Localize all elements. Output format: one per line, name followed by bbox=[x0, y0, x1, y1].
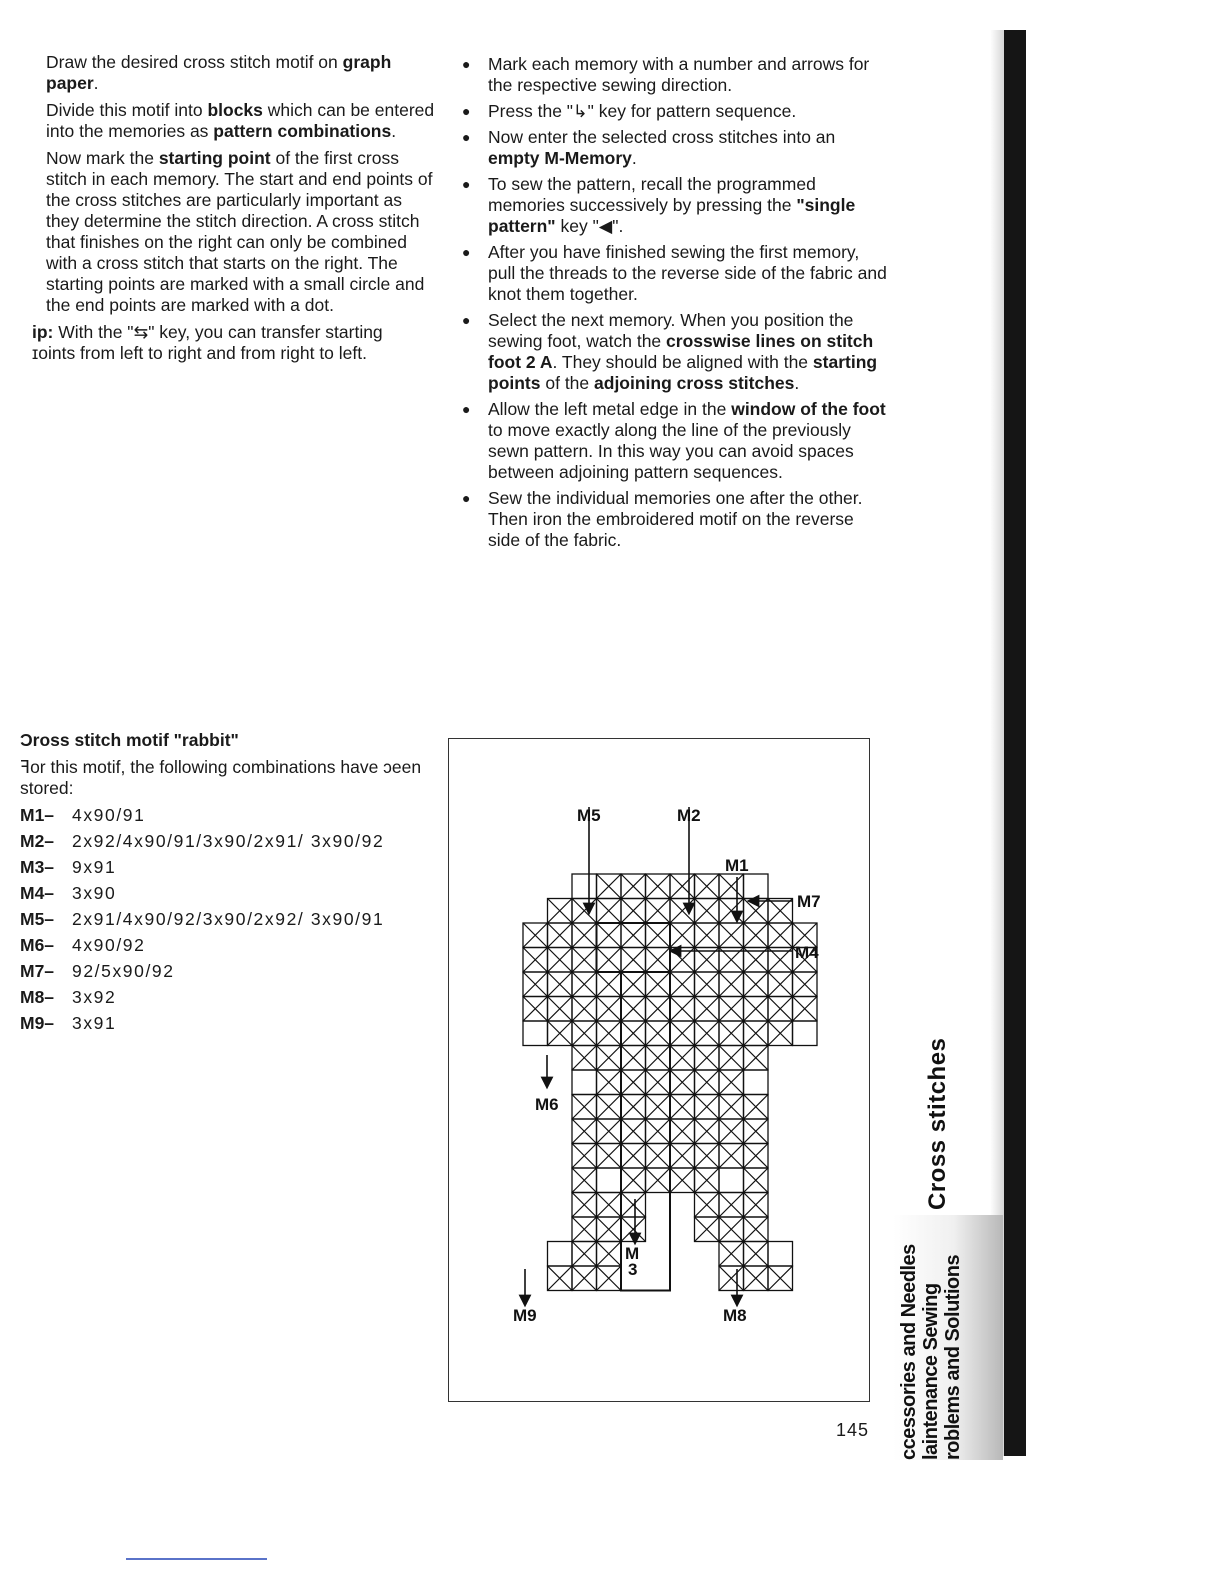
label-m5: M5 bbox=[577, 806, 601, 825]
empty-cell bbox=[744, 1070, 769, 1095]
empty-cell bbox=[744, 874, 769, 899]
combination-label: M6– bbox=[20, 935, 55, 955]
combination-label: M9– bbox=[20, 1013, 55, 1033]
combination-label: M2– bbox=[20, 831, 55, 851]
combination-row bbox=[20, 935, 440, 956]
tip-label: ip: bbox=[32, 322, 54, 342]
list-item: ● After you have finished sewing the first memory, pull the threads to the reverse side of the fabric and knot them together. bbox=[462, 242, 890, 305]
tip-paragraph: ip: With the "⇆" key, you can transfer starting ɪoints from left to right and from right to left. bbox=[32, 322, 383, 363]
label-m9: M9 bbox=[513, 1306, 537, 1325]
list-item: ● Press the "↳" key for pattern sequence. bbox=[462, 101, 890, 122]
combination-row bbox=[20, 805, 440, 826]
combination-row bbox=[20, 909, 440, 930]
combination-row bbox=[20, 961, 440, 982]
instruction-paragraph: Now mark the starting point of the first cross stitch in each memory. The start and end points of the cross stitches are particularly important as they determine the stitch direction. A cross stitch that finishes on the right can only be combined with a cross stitch that starts on the right. The starting points are marked with a small circle and the end points are marked with a dot. bbox=[46, 148, 433, 315]
combination-label: M4– bbox=[20, 883, 55, 903]
label-m7: M7 bbox=[797, 892, 821, 911]
combination-label: M8– bbox=[20, 987, 55, 1007]
instruction-paragraph: Divide this motif into blocks which can be entered into the memories as pattern combinations. bbox=[46, 100, 435, 141]
combination-value: 4x90/91 bbox=[72, 805, 146, 825]
label-m1: M1 bbox=[725, 856, 749, 875]
combination-value: 2x91/4x90/92/3x90/2x92/ 3x90/91 bbox=[72, 909, 385, 929]
combination-value: 4x90/92 bbox=[72, 935, 146, 955]
combination-label: M5– bbox=[20, 909, 55, 929]
combination-row bbox=[20, 831, 440, 852]
sequence-key-icon: ↳ bbox=[573, 101, 588, 121]
empty-cell bbox=[523, 1021, 548, 1046]
empty-cell bbox=[572, 1070, 597, 1095]
combination-label: M1– bbox=[20, 805, 55, 825]
rabbit-diagram-svg bbox=[449, 739, 869, 1401]
single-pattern-key-icon: ◀ bbox=[598, 216, 613, 236]
list-item: ● Mark each memory with a number and arrows for the respective sewing direction. bbox=[462, 54, 890, 96]
empty-cell bbox=[597, 1168, 622, 1193]
rabbit-title: Ɔross stitch motif "rabbit" bbox=[20, 730, 239, 750]
combination-value: 3x90 bbox=[72, 883, 117, 903]
label-m2: M2 bbox=[677, 806, 701, 825]
label-m6: M6 bbox=[535, 1095, 559, 1114]
combination-value: 3x91 bbox=[72, 1013, 117, 1033]
empty-cell bbox=[793, 1021, 818, 1046]
combination-row bbox=[20, 1013, 440, 1034]
label-m3: M bbox=[625, 1244, 640, 1263]
label-m3-number: 3 bbox=[628, 1260, 638, 1279]
mirror-key-icon: ⇆ bbox=[133, 322, 149, 342]
combination-value: 3x92 bbox=[72, 987, 117, 1007]
left-column bbox=[32, 52, 438, 370]
footer-link-line bbox=[126, 1558, 267, 1560]
instruction-paragraph: Draw the desired cross stitch motif on graph paper. bbox=[46, 52, 392, 93]
instruction-list bbox=[462, 54, 890, 551]
combination-row bbox=[20, 857, 440, 878]
page-number: 145 bbox=[836, 1420, 870, 1440]
empty-cell bbox=[768, 1242, 793, 1267]
section-title: Cross stitches bbox=[924, 1037, 951, 1210]
list-item: ● Sew the individual memories one after the other. Then iron the embroidered motif on the reverse side of the fabric. bbox=[462, 488, 890, 551]
empty-cell bbox=[719, 1168, 744, 1193]
combination-value: 9x91 bbox=[72, 857, 117, 877]
tab-accessories[interactable]: ccessories and Needles bbox=[898, 1244, 920, 1460]
right-column bbox=[462, 54, 890, 556]
list-item: ● Select the next memory. When you position the sewing foot, watch the crosswise lines on stitch foot 2 A. They should be aligned with the starting points of the adjoining cross stitches. bbox=[462, 310, 890, 394]
combination-list bbox=[20, 805, 440, 1034]
combination-row bbox=[20, 987, 440, 1008]
combination-value: 92/5x90/92 bbox=[72, 961, 175, 981]
binding-edge bbox=[1004, 30, 1026, 1456]
rabbit-intro: ꟻor this motif, the following combinations have ɔeen stored: bbox=[20, 757, 422, 798]
list-item: ● To sew the pattern, recall the programmed memories successively by pressing the "single pattern" key "◀". bbox=[462, 174, 890, 237]
combination-row bbox=[20, 883, 440, 904]
label-m4: M4 bbox=[795, 943, 819, 962]
rabbit-diagram bbox=[448, 738, 870, 1402]
rabbit-motif-section bbox=[20, 730, 440, 1039]
combination-value: 2x92/4x90/91/3x90/2x91/ 3x90/92 bbox=[72, 831, 385, 851]
list-item: ● Allow the left metal edge in the window of the foot to move exactly along the line of the previously sewn pattern. In this way you can avoid spaces between adjoining pattern sequences. bbox=[462, 399, 890, 483]
tab-problems[interactable]: roblems and Solutions bbox=[942, 1254, 964, 1460]
tab-maintenance[interactable]: laintenance Sewing bbox=[920, 1283, 942, 1460]
empty-cell bbox=[548, 1242, 573, 1267]
list-item: ● Now enter the selected cross stitches into an empty M-Memory. bbox=[462, 127, 890, 169]
combination-label: M7– bbox=[20, 961, 55, 981]
combination-label: M3– bbox=[20, 857, 55, 877]
label-m8: M8 bbox=[723, 1306, 747, 1325]
empty-cell bbox=[572, 874, 597, 899]
